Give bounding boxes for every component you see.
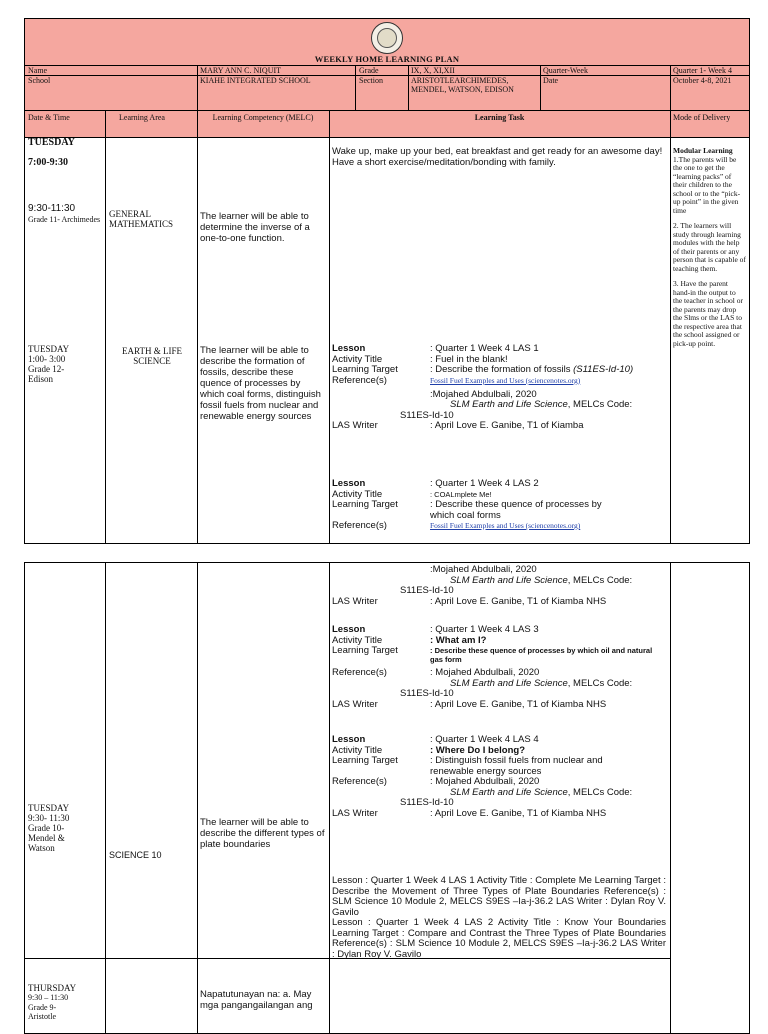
lesson-block-cont: :Mojahed Abdulbali, 2020 SLM Earth and Life Science, MELCs Code: S11ES-Id-10 LAS Writer : April Love E. Ganibe, T1 of Kiamba NHS (332, 564, 633, 607)
time-thursday: 9:30 – 11:30 (28, 993, 69, 1002)
time-1-3: 1:00- 3:00 (28, 354, 66, 364)
grade-archimedes: Grade 11- Archimedes (28, 215, 101, 224)
document-page-2 (24, 562, 750, 1034)
col-learning-area: Learning Area (119, 113, 165, 122)
col-learning-task: Learning Task (474, 113, 525, 122)
lesson-block-las1: Lesson : Quarter 1 Week 4 LAS 1 Activity Title : Fuel in the blank! Learning Target : Describe the formation of fossils (S11ES-Id-10) Reference(s) Fossil Fuel Examples and Uses (sciencenotes.org) :Mojahed Abdulbali, 2020 SLM Earth and Life Science, MELCs Code: S11ES-Id-10 LAS Writer : April Love E. Ganibe, T1 of Kiamba (332, 343, 634, 431)
quarter-value: Quarter 1- Week 4 (673, 66, 732, 75)
fossil-fuel-link-2[interactable]: Fossil Fuel Examples and Uses (sciencenotes.org) (430, 521, 581, 530)
lesson-block-las4: Lesson : Quarter 1 Week 4 LAS 4 Activity Title : Where Do I belong? Learning Target : Distinguish fossil fuels from nuclear and renewable energy sources Reference(s) : Mojahed Abdulbali, 2020 SLM Earth and Life Science, MELCs Code: S11ES-Id-10 LAS Writer : April Love E. Ganibe, T1 of Kiamba NHS (332, 734, 633, 819)
grade-value: IX, X, XI,XII (411, 66, 455, 75)
area-gen-math: GENERAL MATHEMATICS (109, 209, 174, 229)
competency-gen-math: The learner will be able to determine the inverse of a one-to-one function. (200, 211, 310, 244)
deped-seal-icon (371, 22, 403, 54)
col-mode: Mode of Delivery (673, 113, 731, 122)
col-competency: Learning Competency (MELC) (212, 113, 314, 122)
col-date-time: Date & Time (28, 113, 70, 122)
area-earth-life: EARTH & LIFE SCIENCE (122, 346, 182, 366)
school-label: School (28, 76, 51, 85)
plan-title: WEEKLY HOME LEARNING PLAN (314, 54, 460, 64)
date-label: Date (543, 76, 559, 85)
day-tuesday-3: TUESDAY (28, 803, 70, 813)
name-value: MARY ANN C. NIQUIT (200, 66, 282, 75)
grade-edison: Grade 12- Edison (28, 364, 65, 384)
grade-mendel-watson: Grade 10- Mendel & Watson (28, 823, 65, 853)
quarter-label: Quarter-Week (543, 66, 588, 75)
section-label: Section (359, 76, 383, 85)
lesson-block-las2: Lesson : Quarter 1 Week 4 LAS 2 Activity Title : COALmplete Me! Learning Target : Describe these quence of processes by which coal forms Reference(s) Fossil Fuel Examples and Uses (sciencenotes.org) (332, 478, 602, 531)
competency-earth-life: The learner will be able to describe the formation of fossils, describe these quence of processes by which coal forms, distinguish fossil fuels from nuclear and renewable energy sources (200, 345, 321, 422)
science10-las2: Lesson : Quarter 1 Week 4 LAS 2 Activity Title : Know Your Boundaries Learning Target : Compare and Contrast the Three Types of Plate Boundaries Reference(s) : SLM Science 10 Module 2, MELCS S9ES –Ia-j-36.2 LAS Writer : Dylan Roy V. Gavilo (332, 917, 666, 960)
time-7-930: 7:00-9:30 (28, 157, 68, 168)
grade-aristotle: Grade 9- Aristotle (28, 1003, 57, 1021)
lesson-block-las3: Lesson : Quarter 1 Week 4 LAS 3 Activity Title : What am I? Learning Target : Describe these quence of processes by which oil and natural gas form Reference(s) : Mojahed Abdulbali, 2020 SLM Earth and Life Science, MELCs Code: S11ES-Id-10 LAS Writer : April Love E. Ganibe, T1 of Kiamba NHS (332, 624, 653, 710)
section-value: ARISTOTLEARCHIMEDES, MENDEL, WATSON, EDISON (411, 76, 514, 94)
area-science10: SCIENCE 10 (109, 851, 162, 860)
day-thursday: THURSDAY (28, 983, 77, 993)
mode-of-delivery: Modular Learning 1.The parents will be the one to get the “learning packs” of their children to the school or to the “pick-up point” in the given time 2. The learners will study through learning modules with the help of their parents or any person that is capable of teaching them. 3. Have the parent hand-in the output to the teacher in school or the parents may drop the Slms or the LAS to the respective area that the school assigned or pick-up point. (673, 147, 746, 348)
school-value: KIAHE INTEGRATED SCHOOL (200, 76, 311, 85)
competency-science10: The learner will be able to describe the different types of plate boundaries (200, 817, 325, 850)
competency-filipino: Napatutunayan na: a. May mga pangangailangan ang (200, 989, 313, 1011)
science10-las1: Lesson : Quarter 1 Week 4 LAS 1 Activity Title : Complete Me Learning Target : Describe the Movement of Three Types of Plate Boundaries Reference(s) : SLM Science 10 Module 2, MELCS S9ES –Ia-j-36.2 LAS Writer : Dylan Roy V. Gavilo (332, 875, 666, 918)
fossil-fuel-link-1[interactable]: Fossil Fuel Examples and Uses (sciencenotes.org) (430, 375, 581, 385)
day-tuesday: TUESDAY (28, 137, 75, 148)
name-label: Name (28, 66, 48, 75)
intro-task: Wake up, make up your bed, eat breakfast and get ready for an awesome day! Have a short exercise/meditation/bonding with family. (332, 146, 663, 168)
grade-label: Grade (359, 66, 379, 75)
document-page-1 (24, 18, 750, 544)
day-tuesday-2: TUESDAY (28, 344, 70, 354)
date-value: October 4-8, 2021 (673, 76, 732, 85)
time-930-1130-b: 9:30- 11:30 (28, 813, 70, 823)
time-930-1130: 9:30-11:30 (28, 203, 76, 214)
